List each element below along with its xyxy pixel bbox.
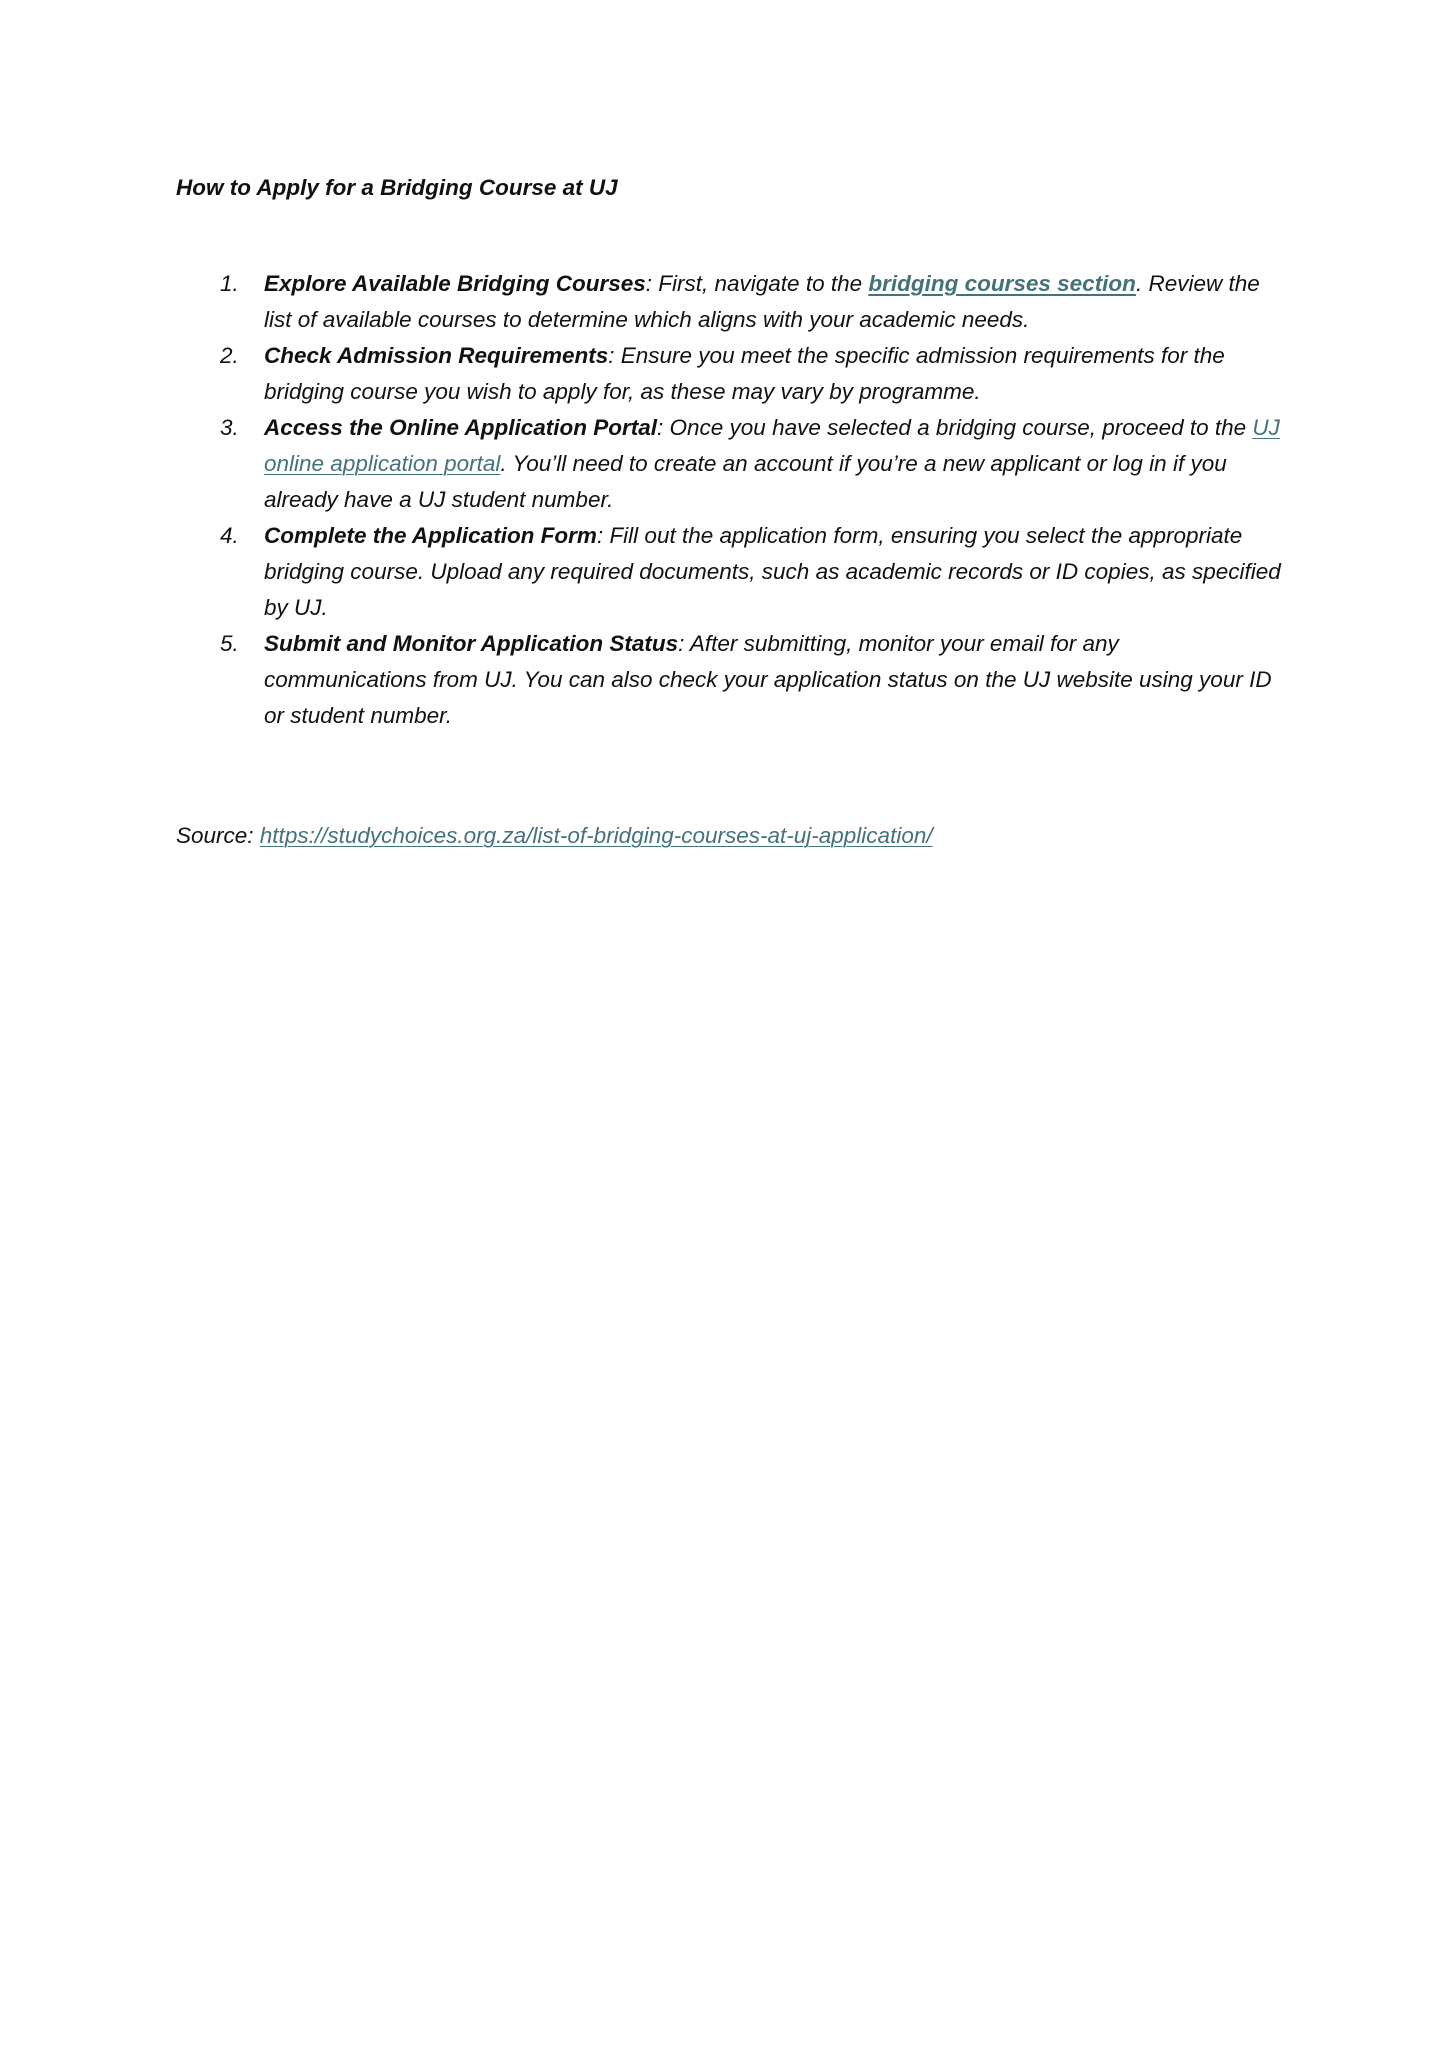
source-line [176,818,1286,854]
source-label: Source: [176,823,260,848]
step-heading: Submit and Monitor Application Status [264,631,679,656]
document-content [176,170,1286,877]
step-number: 4. [220,523,239,548]
step-text: : First, navigate to the [645,271,869,296]
step-text: : Ensure you meet the specific admission requirements for the bridging course you wish to apply for, as these may vary by programme. [264,343,1225,404]
steps-list [176,266,1286,734]
step-heading: Check Admission Requirements [264,343,609,368]
uj-online-application-portal-link[interactable]: UJ online application portal [264,415,1280,476]
list-item-step-3 [176,410,1286,518]
bridging-courses-section-link[interactable]: bridging courses section [868,271,1136,296]
step-number: 2. [220,343,239,368]
source-url-link[interactable]: https://studychoices.org.za/list-of-bridging-courses-at-uj-application/ [259,823,933,848]
list-item-step-1 [176,266,1286,338]
list-item-step-5 [176,626,1286,734]
list-item-step-4 [176,518,1286,626]
list-item-step-2 [176,338,1286,410]
step-text: : After submitting, monitor your email for any communications from UJ. You can also check your application status on the UJ website using your ID or student number. [264,631,1272,728]
step-number: 3. [220,415,239,440]
step-heading: Complete the Application Form [264,523,597,548]
page-title: How to Apply for a Bridging Course at UJ [176,175,618,200]
step-text: . Review the list of available courses to determine which aligns with your academic needs. [264,271,1260,332]
step-text: . You’ll need to create an account if you’re a new applicant or log in if you already have a UJ student number. [264,451,1227,512]
step-heading: Explore Available Bridging Courses [264,271,646,296]
step-number: 1. [220,271,239,296]
step-number: 5. [220,631,239,656]
step-text: : Fill out the application form, ensuring you select the appropriate bridging course. Upload any required documents, such as academic records or ID copies, as specified by UJ. [264,523,1281,620]
step-text: : Once you have selected a bridging course, proceed to the [657,415,1253,440]
step-heading: Access the Online Application Portal [264,415,658,440]
